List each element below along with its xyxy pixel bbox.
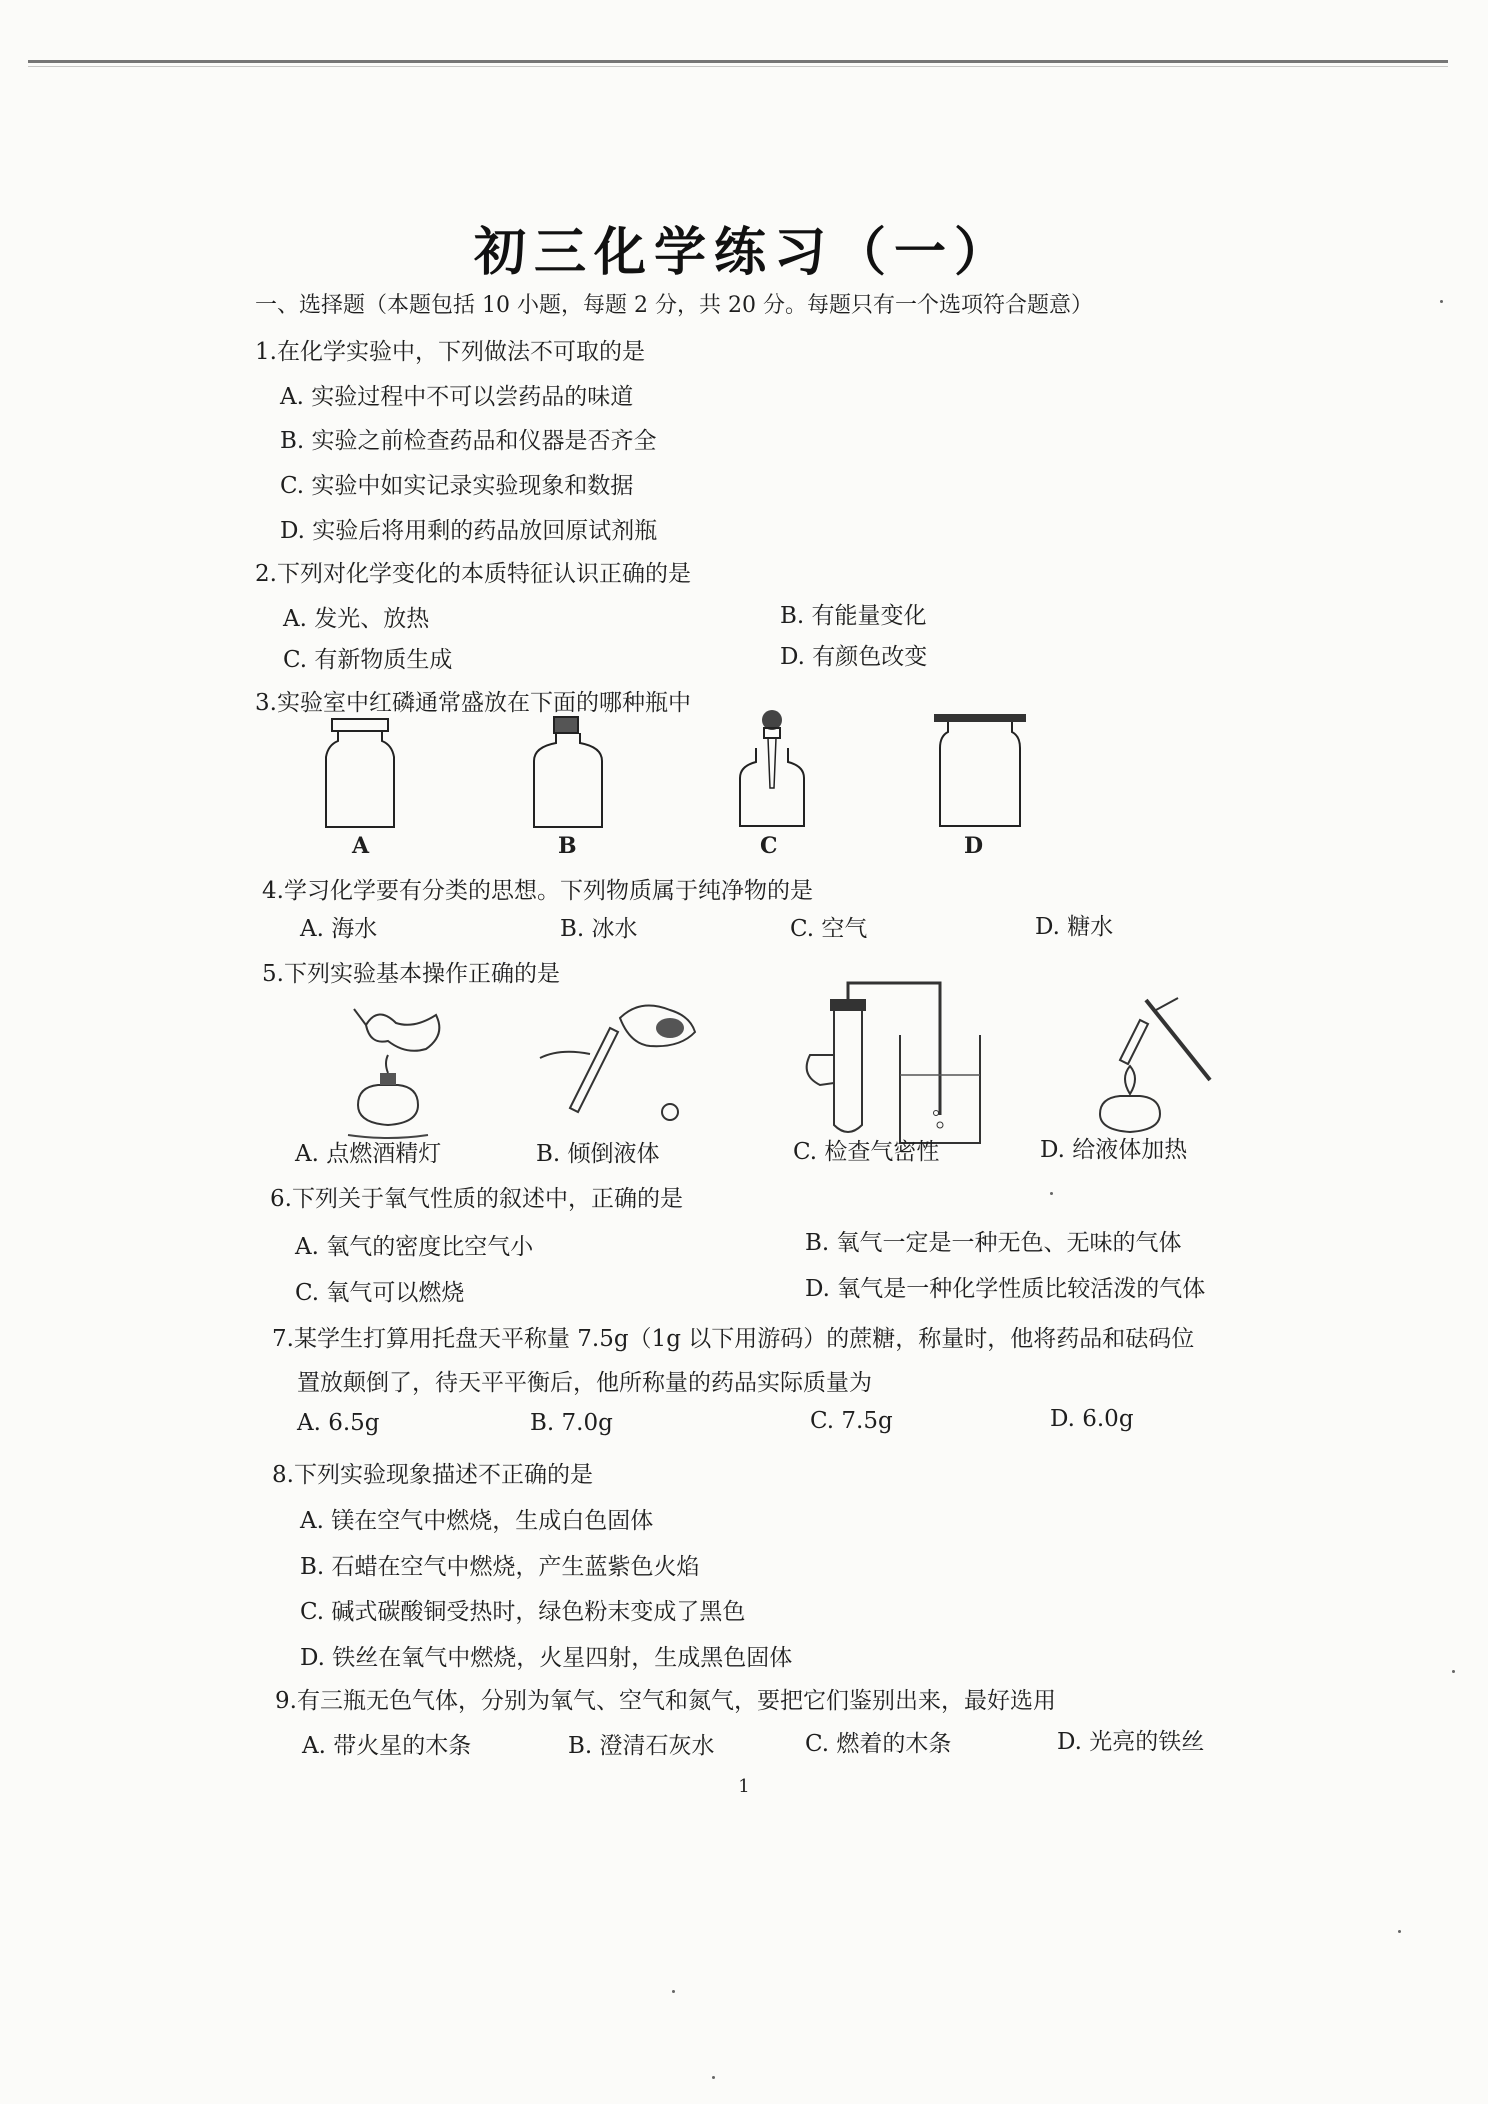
question-8-stem: 8.下列实验现象描述不正确的是 — [272, 1462, 593, 1488]
q8-option-c: C. 碱式碳酸铜受热时，绿色粉末变成了黑色 — [300, 1599, 746, 1625]
q9-option-a: A. 带火星的木条 — [302, 1733, 472, 1759]
q8-option-b: B. 石蜡在空气中燃烧，产生蓝紫色火焰 — [300, 1554, 700, 1580]
q6-option-d: D. 氧气是一种化学性质比较活泼的气体 — [805, 1276, 1206, 1302]
image-heating-liquid — [1060, 990, 1230, 1150]
scan-speck — [1452, 1670, 1455, 1673]
page-title: 初三化学练习（一） — [473, 222, 1014, 283]
question-2-stem: 2.下列对化学变化的本质特征认识正确的是 — [255, 561, 691, 587]
scan-speck — [712, 2076, 715, 2079]
q5-option-b: B. 倾倒液体 — [536, 1141, 660, 1167]
image-lighting-alcohol-lamp — [318, 995, 468, 1145]
q2-option-b: B. 有能量变化 — [780, 603, 927, 629]
question-3-stem: 3.实验室中红磷通常盛放在下面的哪种瓶中 — [255, 690, 691, 716]
question-7-stem-line2: 置放颠倒了，待天平平衡后，他所称量的药品实际质量为 — [297, 1370, 872, 1396]
q7-option-b: B. 7.0g — [530, 1410, 613, 1436]
q7-option-c: C. 7.5g — [810, 1408, 893, 1434]
scan-speck — [672, 1990, 675, 1993]
q5-option-c: C. 检查气密性 — [793, 1139, 940, 1165]
q1-option-b: B. 实验之前检查药品和仪器是否齐全 — [280, 428, 657, 454]
bottle-c-dropper-bottle — [712, 708, 832, 836]
question-9-stem: 9.有三瓶无色气体，分别为氧气、空气和氮气，要把它们鉴别出来，最好选用 — [275, 1688, 1056, 1714]
question-7-stem-line1: 7.某学生打算用托盘天平称量 7.5g（1g 以下用游码）的蔗糖，称量时，他将药品和砝码位 — [272, 1326, 1195, 1352]
q2-option-c: C. 有新物质生成 — [283, 647, 453, 673]
q9-option-d: D. 光亮的铁丝 — [1057, 1729, 1205, 1755]
q8-option-d: D. 铁丝在氧气中燃烧，火星四射，生成黑色固体 — [300, 1645, 793, 1671]
q4-option-d: D. 糖水 — [1035, 914, 1114, 940]
q7-option-a: A. 6.5g — [297, 1410, 380, 1436]
q4-option-b: B. 冰水 — [560, 916, 638, 942]
q2-option-d: D. 有颜色改变 — [780, 644, 928, 670]
bottle-a-wide-mouth-stoppered — [300, 715, 420, 835]
q6-option-c: C. 氧气可以燃烧 — [295, 1280, 465, 1306]
q1-option-d: D. 实验后将用剩的药品放回原试剂瓶 — [280, 518, 658, 544]
image-checking-airtightness — [790, 975, 1000, 1155]
q9-option-c: C. 燃着的木条 — [805, 1731, 952, 1757]
question-4-stem: 4.学习化学要有分类的思想。下列物质属于纯净物的是 — [262, 878, 813, 904]
bottle-label-c: C — [760, 833, 778, 859]
scan-speck — [1050, 1192, 1053, 1195]
bottle-label-b: B — [558, 833, 577, 859]
question-6-stem: 6.下列关于氧气性质的叙述中，正确的是 — [270, 1186, 683, 1212]
q6-option-a: A. 氧气的密度比空气小 — [295, 1234, 534, 1260]
q5-option-a: A. 点燃酒精灯 — [295, 1141, 442, 1167]
question-5-stem: 5.下列实验基本操作正确的是 — [262, 961, 560, 987]
image-pouring-liquid — [520, 988, 720, 1148]
q2-option-a: A. 发光、放热 — [283, 606, 430, 632]
scan-speck — [1398, 1930, 1401, 1933]
q8-option-a: A. 镁在空气中燃烧，生成白色固体 — [300, 1508, 654, 1534]
section-heading: 一、选择题（本题包括 10 小题，每题 2 分，共 20 分。每题只有一个选项符合题意） — [255, 293, 1093, 318]
q6-option-b: B. 氧气一定是一种无色、无味的气体 — [805, 1230, 1182, 1256]
question-1-stem: 1.在化学实验中，下列做法不可取的是 — [255, 339, 645, 365]
q7-option-d: D. 6.0g — [1050, 1406, 1134, 1432]
q4-option-c: C. 空气 — [790, 916, 868, 942]
bottle-label-a: A — [352, 833, 370, 859]
bottle-d-gas-collecting-bottle — [920, 710, 1040, 836]
q9-option-b: B. 澄清石灰水 — [568, 1733, 715, 1759]
bottle-label-d: D — [964, 833, 984, 859]
q1-option-a: A. 实验过程中不可以尝药品的味道 — [280, 384, 634, 410]
q4-option-a: A. 海水 — [300, 916, 378, 942]
scan-edge-line — [28, 60, 1448, 63]
q1-option-c: C. 实验中如实记录实验现象和数据 — [280, 473, 634, 499]
bottle-b-narrow-mouth-stoppered — [508, 715, 628, 835]
q5-option-d: D. 给液体加热 — [1040, 1137, 1188, 1163]
page-number: 1 — [738, 1776, 750, 1797]
scan-edge-line-secondary — [28, 66, 1448, 67]
scan-speck — [1440, 300, 1443, 303]
